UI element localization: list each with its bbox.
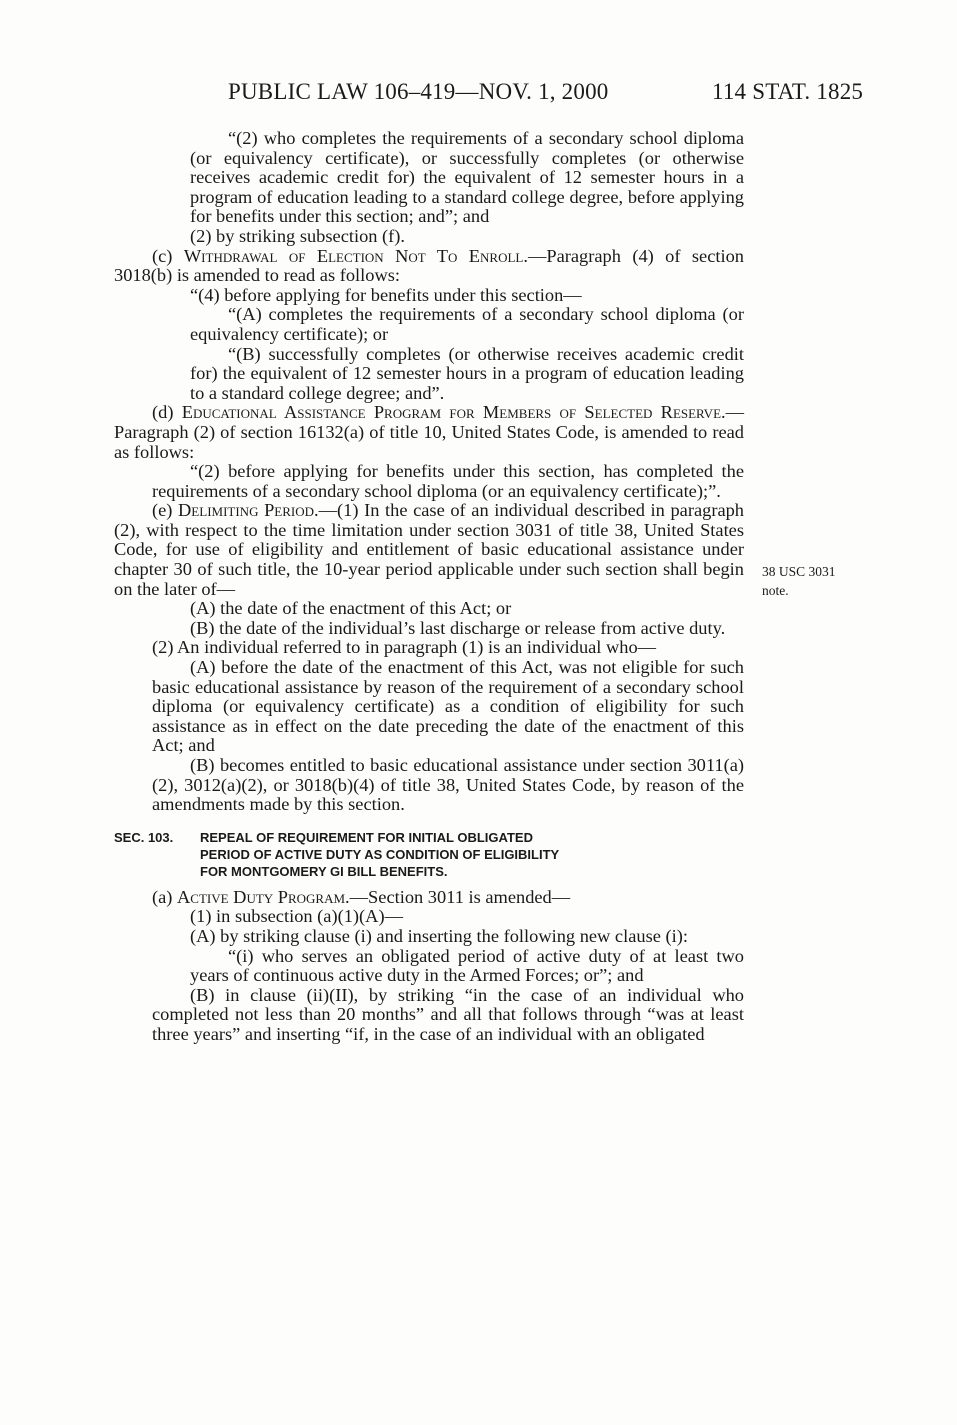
paragraph: (2) An individual referred to in paragraph (1) is an individual who— [152,637,657,658]
statute-page-number: 114 STAT. 1825 [712,79,864,104]
body-text [114,129,744,1045]
paragraph: (B) in clause (ii)(II), by striking “in the case of an individual who completed not less than 20 months” and all that follows through “was at least three years” and inserting “if, in the case of an individual with an obligated [152,984,744,1044]
paragraph: “(4) before applying for benefits under this section— [190,284,582,305]
paragraph [114,403,744,462]
paragraph-label: (c) [152,245,184,266]
paragraph-text: —Paragraph (4) of section 3018(b) is amended to read as follows: [114,245,744,286]
paragraph-label: (e) [152,500,179,521]
margin-note-label: note. [762,583,789,598]
paragraph: (B) becomes entitled to basic educational assistance under section 3011(a)(2), 3012(a)(2), or 3018(b)(4) of title 38, United States Code, by reason of the amendments made by this section. [152,755,744,815]
paragraph-label: (a) [152,886,178,907]
section-title-line: PERIOD OF ACTIVE DUTY AS CONDITION OF ELIGIBILITY [200,846,560,862]
paragraph: “(A) completes the requirements of a secondary school diploma (or equivalency certificate); or [190,304,744,344]
paragraph [114,247,744,286]
subsection-heading: Delimiting Period. [178,500,319,521]
subsection-heading: Withdrawal of Election Not To Enroll. [183,245,528,266]
paragraph: “(2) who completes the requirements of a secondary school diploma (or equivalency certificate), or successfully completes (or otherwise receives academic credit for) the equivalent of 12 semester hours in a program of education leading to a standard college degree, before applying for benefits under this section; and”; and [190,128,744,227]
paragraph: (A) by striking clause (i) and inserting the following new clause (i): [190,925,688,946]
paragraph-text: —(1) In the case of an individual described in paragraph (2), with respect to the time limitation under section 3031 of title 38, United States Code, for use of eligibility and entitlement of basic educational assistance under chapter 30 of such title, the 10-year period applicable under such section shall begin on the later of— [114,500,744,599]
running-head [0,74,957,110]
paragraph: “(i) who serves an obligated period of active duty of at least two years of continuous active duty in the Armed Forces; or”; and [190,945,744,986]
subsection-heading: Educational Assistance Program for Members of Selected Reserve. [181,402,726,423]
paragraph: “(B) successfully completes (or otherwise receives academic credit for) the equivalent of 12 semester hours in a program of education leading to a standard college degree; and”. [190,343,744,403]
margin-note [762,562,872,600]
paragraph: (1) in subsection (a)(1)(A)— [190,906,403,927]
margin-note-citation: 38 USC 3031 [762,564,836,579]
paragraph: (2) by striking subsection (f). [190,225,406,246]
section-title-line: REPEAL OF REQUIREMENT FOR INITIAL OBLIGATED [200,829,533,845]
paragraph: (B) the date of the individual’s last discharge or release from active duty. [190,617,726,638]
section-heading [114,829,744,880]
paragraph-text: —Section 3011 is amended— [349,886,571,907]
paragraph [114,501,744,599]
paragraph-label: (d) [152,402,182,423]
paragraph: (A) the date of the enactment of this Act; or [190,598,512,619]
paragraph: “(2) before applying for benefits under this section, has completed the requirements of a secondary school diploma (or an equivalency certificate);”. [152,461,744,501]
section-title-line: FOR MONTGOMERY GI BILL BENEFITS. [200,863,448,879]
paragraph-text: —Paragraph (2) of section 16132(a) of title 10, United States Code, is amended to read as follows: [114,402,744,462]
paragraph [114,888,744,908]
section-number: SEC. 103. [114,829,174,845]
public-law-citation: PUBLIC LAW 106–419—NOV. 1, 2000 [228,79,609,104]
subsection-heading: Active Duty Program. [177,886,350,907]
paragraph: (A) before the date of the enactment of this Act, was not eligible for such basic educational assistance by reason of the requirement of a secondary school diploma (or equivalency certificate) as a condition of eligibility for such assistance as in effect on the date preceding the date of the enactment of this Act; and [152,657,744,756]
